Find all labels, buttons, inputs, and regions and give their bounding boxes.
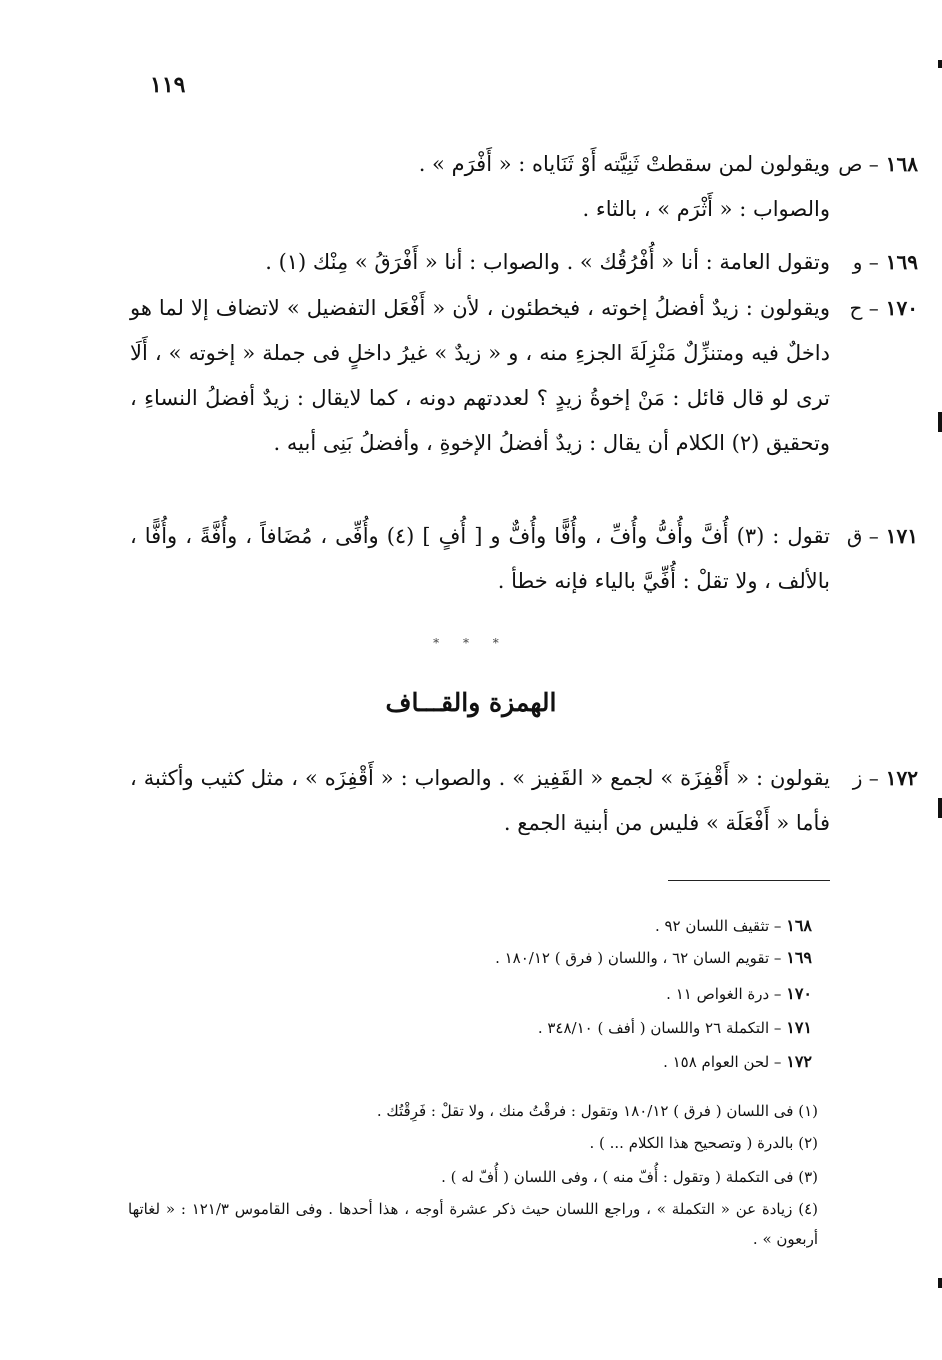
entry-168: [130, 142, 918, 232]
entry-169: [130, 240, 918, 285]
entry-171: [130, 514, 918, 604]
entry-number: ١٦٨ – ص: [838, 152, 918, 176]
entry-line: وتقول العامة : أنا « أُفْرُقُك » . والصواب : أنا « أَفْرَقُ » مِنْك (١) .: [265, 250, 830, 274]
entry-170: [130, 286, 918, 466]
source-line: ١٦٩ – تقويم السان ٦٢ ، واللسان ( فرق ) ١٨٠/١٢ .: [495, 948, 812, 967]
scan-mark: [938, 412, 942, 432]
page-number: ١١٩: [150, 72, 186, 98]
footnote: (٣) فى التكملة ( وتقول : أُفّ منه ) ، وفى اللسان ( أُفّ له ) .: [441, 1168, 818, 1186]
source-line: ١٦٨ – تثقيف اللسان ٩٢ .: [654, 916, 812, 935]
entry-172: [130, 756, 918, 846]
entry-number: ١٧٢ – ز: [852, 766, 918, 790]
entry-text: ويقولون : زيدٌ أفضلُ إخوته ، فيخطئون ، لأن « أَفْعَل التفضيل » لاتضاف إلا لما هو داخلٌ فيه ومتنزِّلٌ مَنْزِلَةَ الجزءِ منه ، و « زيدٌ » غيرُ داخلٍ فى جملة « إخوته » ، أَلَا ترى لو قال قائل : مَنْ إخوةُ زيدٍ ؟ لعددتهم دونه ، كما لايقال : زيدٌ أفضلُ النساءِ ، وتحقيق (٢) الكلام أن يقال : زيدٌ أفضلُ الإخوةِ ، وأفضلُ بَنِى أبيه .: [130, 296, 830, 455]
footnote: (٢) بالدرة ( وتصحيح هذا الكلام ... ) .: [589, 1134, 818, 1152]
entry-line: والصواب : « أَثْرَم » ، بالثاء .: [582, 197, 830, 221]
entry-line: ويقولون لمن سقطتْ ثَنِيَّته أَوْ ثَنَاياه : « أَفْرَم » .: [418, 152, 830, 176]
source-line: ١٧٢ – لحن العوام ١٥٨ .: [663, 1052, 812, 1071]
entry-number: ١٦٩ – و: [852, 250, 918, 274]
source-line: ١٧٠ – درة الغواص ١١ .: [666, 984, 812, 1003]
scan-mark: [938, 798, 942, 818]
entry-number: ١٧٠ – ح: [849, 296, 918, 320]
entry-text: يقولون : « أَقْفِزَة » لجمع « القَفِيز » . والصواب : « أَقْفِزَه » ، مثل كثيب وأكثبة ، فأما « أَفْعَلَة » فليس من أبنية الجمع .: [130, 766, 830, 835]
scan-mark: [938, 1278, 942, 1288]
footnote: (١) فى اللسان ( فرق ) ١٨٠/١٢ وتقول : فرقْتُ منك ، ولا تقلْ : فَرِقْتُك .: [376, 1102, 818, 1120]
section-heading: الهمزة والقـــاف: [385, 688, 557, 717]
entry-number: ١٧١ – ق: [846, 524, 918, 548]
footnote: (٤) زيادة عن « التكملة » ، وراجع اللسان حيث ذكر عشرة أوجه ، هذا أحدها . وفى القاموس ١٢١/٣ : « لغاتها أربعون » .: [128, 1200, 818, 1248]
section-separator: * * *: [433, 636, 509, 650]
entry-text: تقول : (٣) أُفَّ وأُفُّ وأُفِّ ، وأُفًّا وأُفٌّ و [ أُفٍ ] (٤) وأُفِّى ، مُضَافاً ، وأُفَّةً ، وأُفًّا ، بالألف ، ولا تقلْ : أُفِّيَّ بالياء فإنه خطأ .: [130, 524, 830, 593]
scan-mark: [938, 60, 942, 68]
source-line: ١٧١ – التكملة ٢٦ واللسان ( أفف ) ٣٤٨/١٠ .: [537, 1018, 812, 1037]
footnote-rule: [668, 880, 830, 881]
